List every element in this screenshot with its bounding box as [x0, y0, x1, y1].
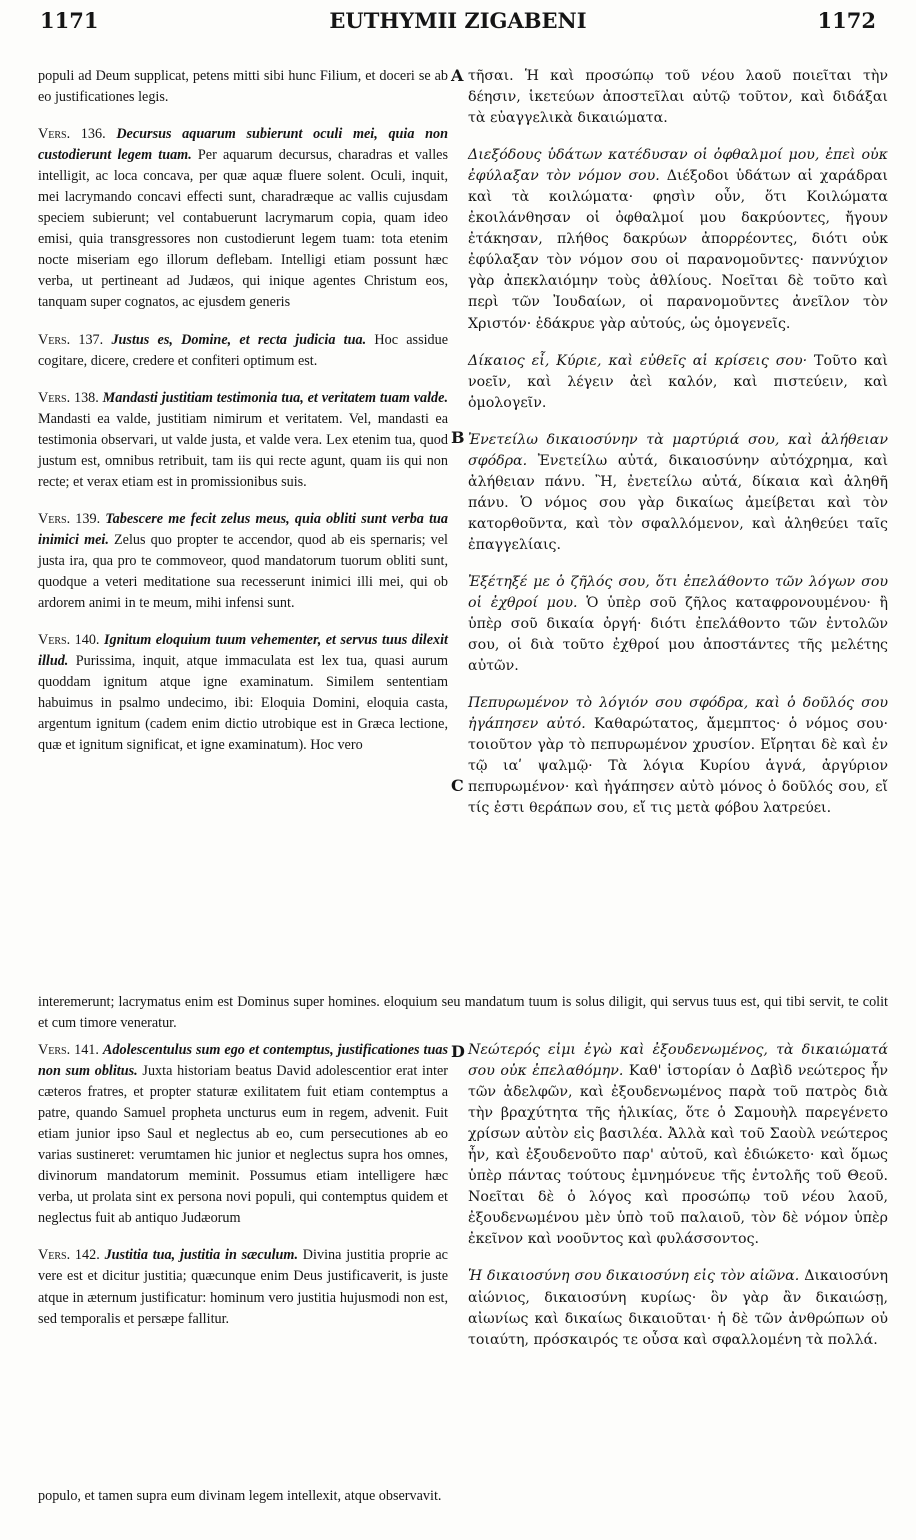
latin-column-lower [38, 1040, 448, 1330]
latin-paragraph: Vers. 136. Decursus aquarum subierunt oculi mei, quia non custodierunt legem tuam. Per aquarum decursus, charadras et valles intelligit, ac loca concava, per quæ aquæ fluere solent. Oculi, inquit, mei lacrymando concavi effecti sunt, charadræque ac vallis cujusdam speciem subierunt; vel contabuerunt lacrymarum copia, quam ideo emisi, quia transgressores non custodierunt legem tuam: tota etenim nocte miseriam ego illorum deflebam. Intelligi etiam possunt hæc verba, ut pertineant ad Judæos, qui inique agentes Christum eos, tanquam super cognatos, ac ejusdem generis [38, 126, 449, 311]
greek-paragraph: τῆσαι. Ἡ καὶ προσώπῳ τοῦ νέου λαοῦ ποιεῖται τὴν δέησιν, ἱκετεύων ἀποστεῖλαι αὐτῷ τοῦτον, καὶ διδάξαι τὰ εὐαγγελικὰ δικαιώματα. [468, 68, 888, 127]
greek-paragraph: Δίκαιος εἶ, Κύριε, καὶ εὐθεῖς αἱ κρίσεις σου· Τοῦτο καὶ νοεῖν, καὶ λέγειν ἀεὶ καλόν, καὶ πιστεύειν, καὶ ὁμολογεῖν. [468, 352, 888, 411]
greek-column-upper [468, 66, 888, 820]
latin-column-upper [38, 66, 448, 756]
page-number-right: 1172 [817, 8, 876, 33]
running-title: EUTHYMII ZIGABENI [329, 8, 587, 33]
latin-bridge-1: interemerunt; lacrymatus enim est Dominus super homines. eloquium seu mandatum tuum is solus diligit, qui servus tuus est, qui tibi servit, te colit et cum timore veneratur. [38, 994, 888, 1031]
latin-paragraph: Vers. 139. Tabescere me fecit zelus meus, quia obliti sunt verba tua inimici mei. Zelus quo propter te accendor, quod ab eis spernaris; vel justa ira, qua pro te commoveor, quod mandatorum tuorum obliti sunt, quodque a veteri meditatione sua recesserunt inimici illi mei, qui ob ardorem animi in te meum, mihi infensi sunt. [38, 510, 449, 612]
page-number-left: 1171 [40, 8, 99, 33]
section-mark-c: C [451, 776, 464, 795]
latin-paragraph: Vers. 137. Justus es, Domine, et recta judicia tua. Hoc assidue cogitare, dicere, credere et confiteri optimum est. [38, 331, 449, 369]
greek-paragraph: Νεώτερός εἰμι ἐγὼ καὶ ἐξουδενωμένος, τὰ δικαιώματά σου οὐκ ἐπελαθόμην. Καθ' ἱστορίαν ὁ Δαβὶδ νεώτερος ἦν τῶν ἀδελφῶν, καὶ ἐξουδενωμένος παρὰ τοῦ πατρὸς διὰ τὴν βραχύτητα τῆς ἡλικίας, ὅτε ὁ Σαμουὴλ παρεγένετο χρίσων αὐτὸν εἰς βασιλέα. Ἀλλὰ καὶ τοῦ Σαοὺλ νεώτερος ἦν, καὶ ἐξουδενοῦτο παρ' αὐτοῦ, καὶ ἐδιώκετο· καὶ ὅμως ὑπὲρ πάντας τούτους ἐμνημόνευε τῆς ἐντολῆς τοῦ Θεοῦ. Νοεῖται δὲ ὁ λόγος καὶ προσώπῳ τοῦ νέου λαοῦ, ἐξουδενωμένου μὲν ὑπὸ τοῦ παλαιοῦ, τὸν δὲ νόμον ὑπὲρ ἐκεῖνον καὶ νοοῦντος καὶ φυλάσσοντος. [468, 1042, 888, 1248]
latin-paragraph: Vers. 142. Justitia tua, justitia in sæculum. Divina justitia proprie ac vere est et dicitur justitia; quæcunque enim Deus justificaverit, is juste atque in æternum justificatur: hominum vero justitia hujusmodi non est, sed temporalis et persæpe fallitur. [38, 1247, 448, 1327]
running-header [40, 8, 876, 38]
latin-paragraph: Vers. 140. Ignitum eloquium tuum vehementer, et servus tuus dilexit illud. Purissima, inquit, atque immaculata est lex tua, quasi aurum quoddam ignitum atque igne examinatum. Similem sententiam habuimus in psalmo undecimo, ibi: Eloquia Domini, eloquia casta, argentum ignitum (cadem enim dictio utrobique est in Græca lectione, quæ et ignitum significat, et igne examinatum). Hoc vero [38, 632, 449, 754]
latin-paragraph: populi ad Deum supplicat, petens mitti sibi hunc Filium, et doceri se ab eo justificationes legis. [38, 68, 448, 106]
greek-paragraph: Ἡ δικαιοσύνη σου δικαιοσύνη εἰς τὸν αἰῶνα. Δικαιοσύνη αἰώνιος, δικαιοσύνη κυρίως· ὃν γὰρ ἂν δικαιώσῃ, αἰωνίως καὶ δικαίως δικαιοῦται· ἡ δὲ τῶν ἀνθρώπων οὐ τοιαύτη, πρόσκαιρός τε οὖσα καὶ σφαλλομένη τὰ πολλά. [468, 1268, 888, 1348]
section-mark-d: D [451, 1042, 465, 1061]
greek-paragraph: Ἐξέτηξέ με ὁ ζῆλός σου, ὅτι ἐπελάθοντο τῶν λόγων σου οἱ ἐχθροί μου. Ὁ ὑπὲρ σοῦ ζῆλος καταφρονουμένου· ἢ ὑπὲρ σοῦ δικαία ὀργή· διότι ἐπελάθοντο τῶν ἐντολῶν σου, οἱ διὰ τοῦτο ἐχθροί μου ἀποστάντες τῆς μελέτης αὐτῶν. [468, 573, 888, 675]
greek-paragraph: Πεπυρωμένον τὸ λόγιόν σου σφόδρα, καὶ ὁ δοῦλός σου ἠγάπησεν αὐτό. Καθαρώτατος, ἄμεμπτος· ὁ νόμος σου· τοιοῦτον γὰρ τὸ πεπυρωμένον χρυσίον. Εἴρηται δὲ καὶ ἐν τῷ ιαʹ ψαλμῷ· Τὰ λόγια Κυρίου ἁγνά, ἀργύριον πεπυρωμένον· καὶ ἠγάπησεν αὐτὸ μόνος ὁ δοῦλός σου, εἴ τίς ἐστι θεράπων σου, εἴ τις μετὰ φόβου λατρεύει. [468, 695, 888, 817]
greek-column-lower [468, 1040, 888, 1351]
greek-paragraph: Ἐνετείλω δικαιοσύνην τὰ μαρτύριά σου, καὶ ἀλήθειαν σφόδρα. Ἐνετείλω αὐτά, δικαιοσύνην αὐτόχρημα, καὶ ἀλήθειαν πάνυ. Ἢ, ἐνετείλω αὐτά, δίκαια καὶ ἀληθῆ πάνυ. Ὁ νόμος σου γὰρ δικαίως ἀμείβεται καὶ τὸν κατορθοῦντα, καὶ τὸν σφαλλόμενον, καὶ ἀληθεύει ταῖς ἐπαγγελίαις. [468, 431, 889, 553]
section-mark-a: A [451, 66, 464, 85]
latin-paragraph: Vers. 141. Adolescentulus sum ego et contemptus, justificationes tuas non sum oblitus. Juxta historiam beatus David adolescentior erat inter cæteros fratres, et propter staturæ exilitatem fuit etiam contemptus a patre, quando Samuel propheta uncturus eum in regem, advenit. Fuit etiam junior ipso Saul et neglectus ab eo, cum persecutiones ab eo varias sustineret: verumtamen hic junior et neglectus supra hos omnes, divinorum mandatorum meminit. Possumus etiam intelligere hæc verba, ut prolata sint ex persona novi populi, qui contemptus quidem et neglectus fuit ab antiquo Judæorum [38, 1042, 449, 1227]
latin-paragraph: Vers. 138. Mandasti justitiam testimonia tua, et veritatem tuam valde. Mandasti ea valde, justitiam nimirum et veritatem. Vel, mandasti ea testimonia observari, ut valde justa, et valde vera. Lex etenim tua, quod justum est, omnibus retribuit, tam iis qui recte agunt, quam iis qui non recte; et verax etiam est in promissionibus suis. [38, 389, 449, 490]
section-mark-b: B [451, 428, 465, 447]
greek-paragraph: Διεξόδους ὑδάτων κατέδυσαν οἱ ὀφθαλμοί μου, ἐπεὶ οὐκ ἐφύλαξαν τὸν νόμον σου. Διέξοδοι ὑδάτων αἱ χαράδραι καὶ τὰ κοιλώματα· φησὶν οὖν, ὅτι Κοιλώματα ἐκοιλάνθησαν οἱ ὀφθαλμοί μου δακρύοντες, ἤγουν ἐτάκησαν, πλήθος δακρύων ἀπορρέοντες, διότι οὐκ ἐφύλαξαν τὸν νόμον σου οἱ παρανομοῦντες· παννύχιον γὰρ ἀπεκλαιόμην τοὺς ἀθλίους. Νοεῖται δὲ τοῦτο καὶ περὶ τῶν Ἰουδαίων, οἱ παρανομοῦντες ἀνεῖλον τὸν Χριστόν· ἐδάκρυε γὰρ αὐτούς, ὡς ὁμογενεῖς. [468, 147, 888, 332]
latin-bridge-2: populo, et tamen supra eum divinam legem intellexit, atque observavit. [38, 1488, 442, 1504]
